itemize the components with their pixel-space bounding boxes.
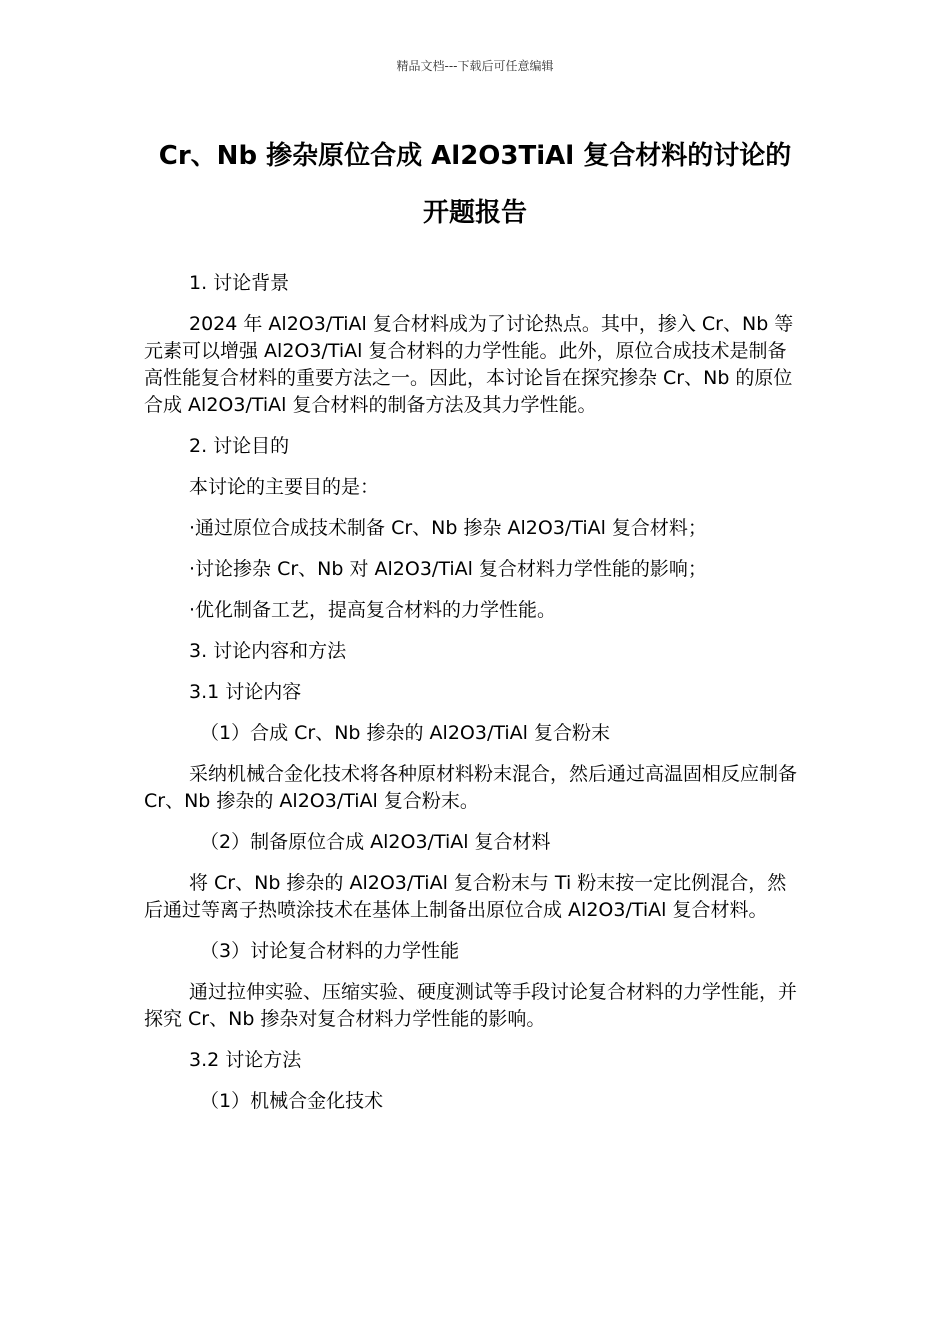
content-item-3-text: 通过拉伸实验、压缩实验、硬度测试等手段讨论复合材料的力学性能，并探究 Cr、Nb 掺杂对复合材料力学性能的影响。 (144, 981, 798, 1030)
document-title-line-2: 开题报告 (422, 198, 527, 228)
section-1-paragraph: 2024 年 Al2O3/TiAl 复合材料成为了讨论热点。其中，掺入 Cr、Nb 等元素可以增强 Al2O3/TiAl 复合材料的力学性能。此外，原位合成技术是制备高性能复合材料的重要方法之一。因此，本讨论旨在探究掺杂 Cr、Nb 的原位合成 Al2O3/TiAl 复合材料的制备方法及其力学性能。 (144, 313, 794, 416)
goal-item: ·讨论掺杂 Cr、Nb 对 Al2O3/TiAl 复合材料力学性能的影响； (189, 558, 707, 580)
document-body (144, 270, 804, 1129)
document-title-line-1: Cr、Nb 掺杂原位合成 Al2O3TiAl 复合材料的讨论的 (158, 141, 792, 171)
content-item-1-text: 采纳机械合金化技术将各种原材料粉末混合，然后通过高温固相反应制备 Cr、Nb 掺杂的 Al2O3/TiAl 复合粉末。 (144, 763, 798, 812)
section-1-heading: 1. 讨论背景 (189, 272, 290, 294)
goal-item: ·优化制备工艺，提高复合材料的力学性能。 (189, 599, 557, 621)
section-3-2-heading: 3.2 讨论方法 (189, 1049, 302, 1071)
method-item-1-title: （1）机械合金化技术 (200, 1090, 384, 1112)
page-header: 精品文档---下载后可任意编辑 (396, 59, 554, 73)
content-item-2-title: （2）制备原位合成 Al2O3/TiAl 复合材料 (200, 831, 551, 853)
content-item-1-title: （1）合成 Cr、Nb 掺杂的 Al2O3/TiAl 复合粉末 (200, 722, 610, 744)
content-item-3-title: （3）讨论复合材料的力学性能 (200, 940, 460, 962)
section-3-1-heading: 3.1 讨论内容 (189, 681, 302, 703)
section-2-heading: 2. 讨论目的 (189, 435, 290, 457)
section-3-heading: 3. 讨论内容和方法 (189, 640, 347, 662)
section-2-intro: 本讨论的主要目的是： (189, 476, 380, 498)
content-item-2-text: 将 Cr、Nb 掺杂的 Al2O3/TiAl 复合粉末与 Ti 粉末按一定比例混合，然后通过等离子热喷涂技术在基体上制备出原位合成 Al2O3/TiAl 复合材料。 (144, 872, 787, 921)
goal-item: ·通过原位合成技术制备 Cr、Nb 掺杂 Al2O3/TiAl 复合材料； (189, 517, 707, 539)
